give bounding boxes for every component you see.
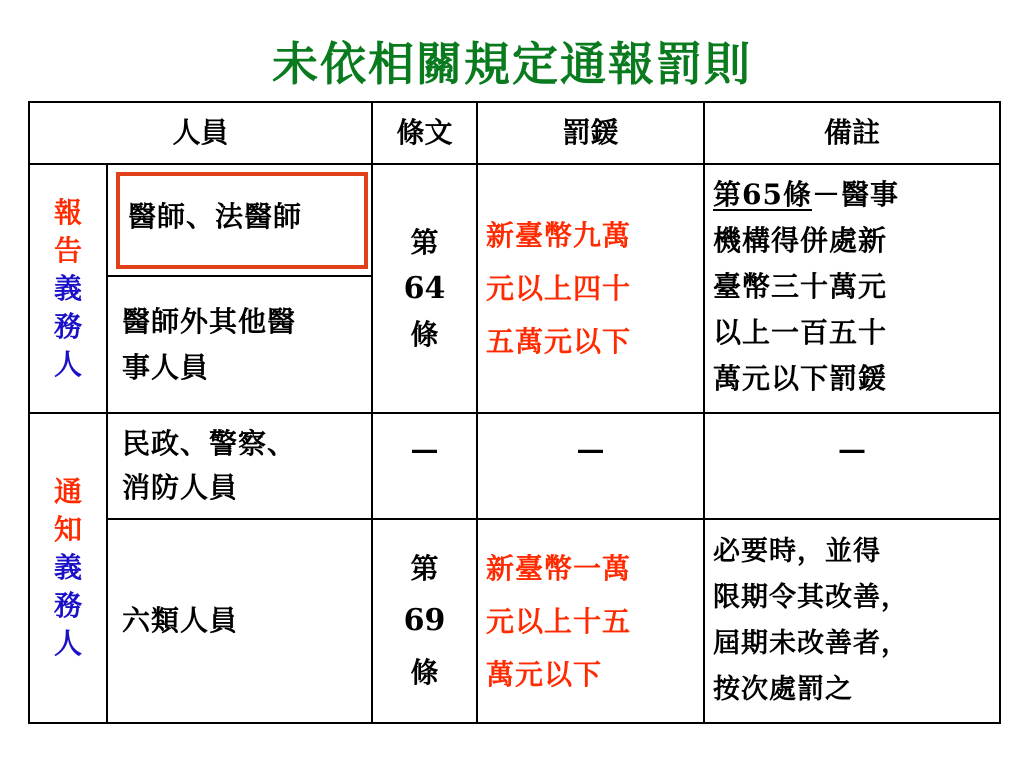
penalty-table bbox=[28, 101, 1001, 724]
article-line: 條 bbox=[410, 317, 439, 351]
note-civil-cell bbox=[704, 413, 1000, 519]
group-char: 義 bbox=[53, 271, 82, 305]
group-notify-obligor bbox=[29, 413, 107, 723]
fine-line: 新臺幣一萬 bbox=[486, 551, 632, 585]
note-line: 屆期未改善者， bbox=[713, 628, 910, 659]
group-char: 告 bbox=[53, 233, 82, 267]
article-dash: — bbox=[410, 433, 439, 466]
note-line: 以上一百五十 bbox=[713, 316, 888, 349]
article-line: 第 bbox=[410, 552, 439, 585]
person-doctors-label: 醫師、法醫師 bbox=[128, 199, 303, 233]
article-64-cell bbox=[372, 164, 477, 413]
article-line: 條 bbox=[410, 656, 439, 689]
fine-69-cell bbox=[477, 519, 704, 723]
fine-dash: — bbox=[576, 433, 605, 466]
person-civil-cell bbox=[107, 413, 372, 519]
fine-line: 新臺幣九萬 bbox=[486, 219, 632, 252]
fine-civil-cell bbox=[477, 413, 704, 519]
table-row bbox=[29, 519, 1000, 723]
header-person: 人員 bbox=[29, 102, 372, 164]
group-report-obligor bbox=[29, 164, 107, 413]
note-69-cell bbox=[704, 519, 1000, 723]
group-char: 務 bbox=[53, 309, 82, 343]
table-row bbox=[29, 164, 1000, 276]
note-dash: — bbox=[838, 433, 867, 466]
article-number: 69 bbox=[403, 603, 446, 638]
article-69-cell bbox=[372, 519, 477, 723]
person-other-medical-cell bbox=[107, 276, 372, 413]
header-fine: 罰鍰 bbox=[477, 102, 704, 164]
group-char: 知 bbox=[53, 513, 82, 546]
person-line: 醫師外其他醫 bbox=[122, 304, 297, 338]
header-row bbox=[29, 102, 1000, 164]
fine-line: 元以上四十 bbox=[486, 272, 632, 305]
fine-64-cell bbox=[477, 164, 704, 413]
group-char: 義 bbox=[53, 551, 82, 584]
note-line bbox=[713, 172, 991, 218]
note-65-cell bbox=[704, 164, 1000, 413]
group-char: 務 bbox=[53, 589, 82, 622]
page-title: 未依相關規定通報罰則 bbox=[272, 37, 752, 91]
note-line: 必要時，並得 bbox=[713, 536, 882, 567]
note-article-ref: 第65條 bbox=[713, 178, 812, 211]
note-line: 按次處罰之 bbox=[713, 674, 854, 705]
person-line: 消防人員 bbox=[122, 471, 239, 504]
note-line: 機構得併處新 bbox=[713, 224, 888, 257]
highlight-box bbox=[116, 172, 368, 269]
note-line: 限期令其改善， bbox=[713, 582, 910, 613]
person-doctors-cell bbox=[107, 164, 372, 276]
header-article: 條文 bbox=[372, 102, 477, 164]
person-line: 民政、警察、 bbox=[122, 427, 297, 460]
person-six-types-cell bbox=[107, 519, 372, 723]
fine-line: 萬元以下 bbox=[486, 657, 603, 691]
group-char: 報 bbox=[53, 195, 82, 229]
person-line: 事人員 bbox=[122, 350, 210, 384]
note-line: 臺幣三十萬元 bbox=[713, 270, 888, 303]
group-char: 人 bbox=[53, 347, 82, 381]
note-line: 萬元以下罰鍰 bbox=[713, 362, 888, 395]
article-civil-cell bbox=[372, 413, 477, 519]
person-six-types-label: 六類人員 bbox=[122, 604, 239, 637]
table-row bbox=[29, 413, 1000, 519]
article-number: 64 bbox=[403, 270, 446, 306]
fine-line: 五萬元以下 bbox=[486, 325, 632, 358]
note-line-rest: －醫事 bbox=[811, 178, 899, 211]
fine-line: 元以上十五 bbox=[486, 604, 632, 638]
group-char: 通 bbox=[53, 475, 82, 508]
header-note: 備註 bbox=[704, 102, 1000, 164]
article-line: 第 bbox=[410, 225, 439, 259]
group-char: 人 bbox=[53, 627, 82, 660]
